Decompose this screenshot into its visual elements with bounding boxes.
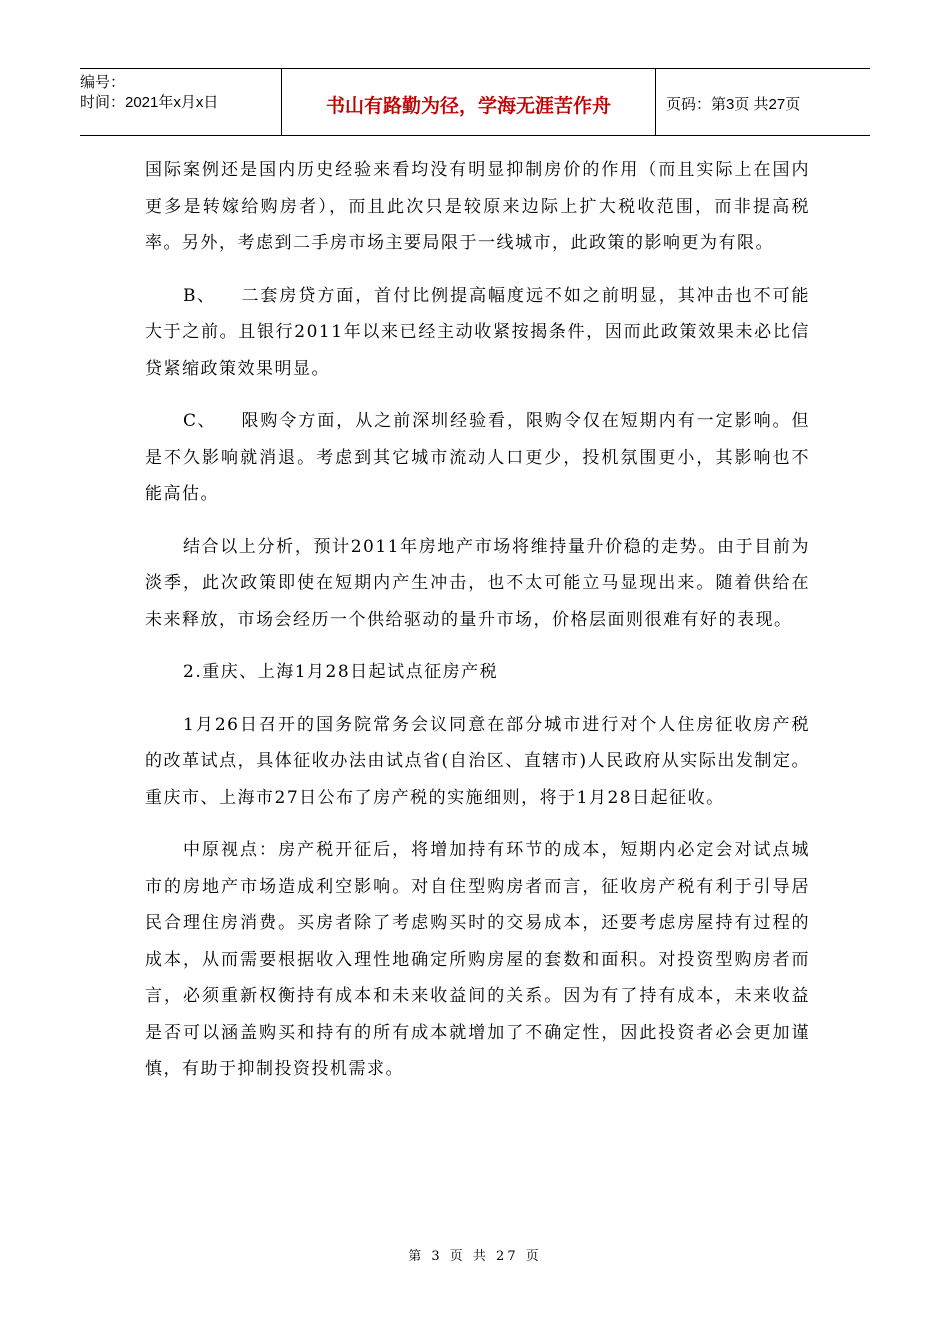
- paragraph-viewpoint: 中原视点：房产税开征后，将增加持有环节的成本，短期内必定会对试点城市的房地产市场造成利空影响。对自住型购房者而言，征收房产税有利于引导居民合理住房消费。买房者除了考虑购买时的交易成本，还要考虑房屋持有过程的成本，从而需要根据收入理性地确定所购房屋的套数和面积。对投资型购房者而言，必须重新权衡持有成本和未来收益间的关系。因为有了持有成本，未来收益是否可以涵盖购买和持有的所有成本就增加了不确定性，因此投资者必会更加谨慎，有助于抑制投资投机需求。: [145, 840, 810, 1079]
- paragraph-conclusion: 结合以上分析，预计2011年房地产市场将维持量升价稳的走势。由于目前为淡季，此次政策即使在短期内产生冲击，也不太可能立马显现出来。随着供给在未来释放，市场会经历一个供给驱动的量升市场，价格层面则很难有好的表现。: [145, 536, 810, 630]
- document-date-label: 时间：2021年x月x日: [80, 94, 219, 111]
- header-motto: 书山有路勤为径，学海无涯苦作舟: [282, 69, 656, 135]
- page-footer: 第 3 页 共 27 页: [408, 1249, 542, 1264]
- document-number-label: 编号：: [80, 74, 126, 91]
- item-label-c: C、: [183, 411, 217, 431]
- paragraph-b: [145, 278, 810, 388]
- paragraph-c: [145, 403, 810, 513]
- paragraph-1: 国际案例还是国内历史经验来看均没有明显抑制房价的作用（而且实际上在国内更多是转嫁给购房者），而且此次只是较原来边际上扩大税收范围，而非提高税率。另外，考虑到二手房市场主要局限于一线城市，此政策的影响更为有限。: [145, 160, 810, 253]
- header-page-info: 页码：第3页 共27页: [666, 95, 801, 113]
- header-meta: [80, 69, 282, 135]
- section-heading-2: 2.重庆、上海1月28日起试点征房产税: [183, 662, 499, 682]
- paragraph-b-text: 二套房贷方面，首付比例提高幅度远不如之前明显，其冲击也不可能大于之前。且银行2011年以来已经主动收紧按揭条件，因而此政策效果未必比信贷紧缩政策效果明显。: [145, 285, 810, 379]
- paragraph-policy: 1月26日召开的国务院常务会议同意在部分城市进行对个人住房征收房产税的改革试点，具体征收办法由试点省(自治区、直辖市)人民政府从实际出发制定。重庆市、上海市27日公布了房产税的实施细则，将于1月28日起征收。: [145, 714, 810, 808]
- paragraph-c-text: 限购令方面，从之前深圳经验看，限购令仅在短期内有一定影响。但是不久影响就消退。考虑到其它城市流动人口更少，投机氛围更小，其影响也不能高估。: [145, 411, 810, 504]
- page-header: [80, 68, 870, 136]
- document-body: [145, 152, 810, 1104]
- item-label-b: B、: [183, 285, 216, 306]
